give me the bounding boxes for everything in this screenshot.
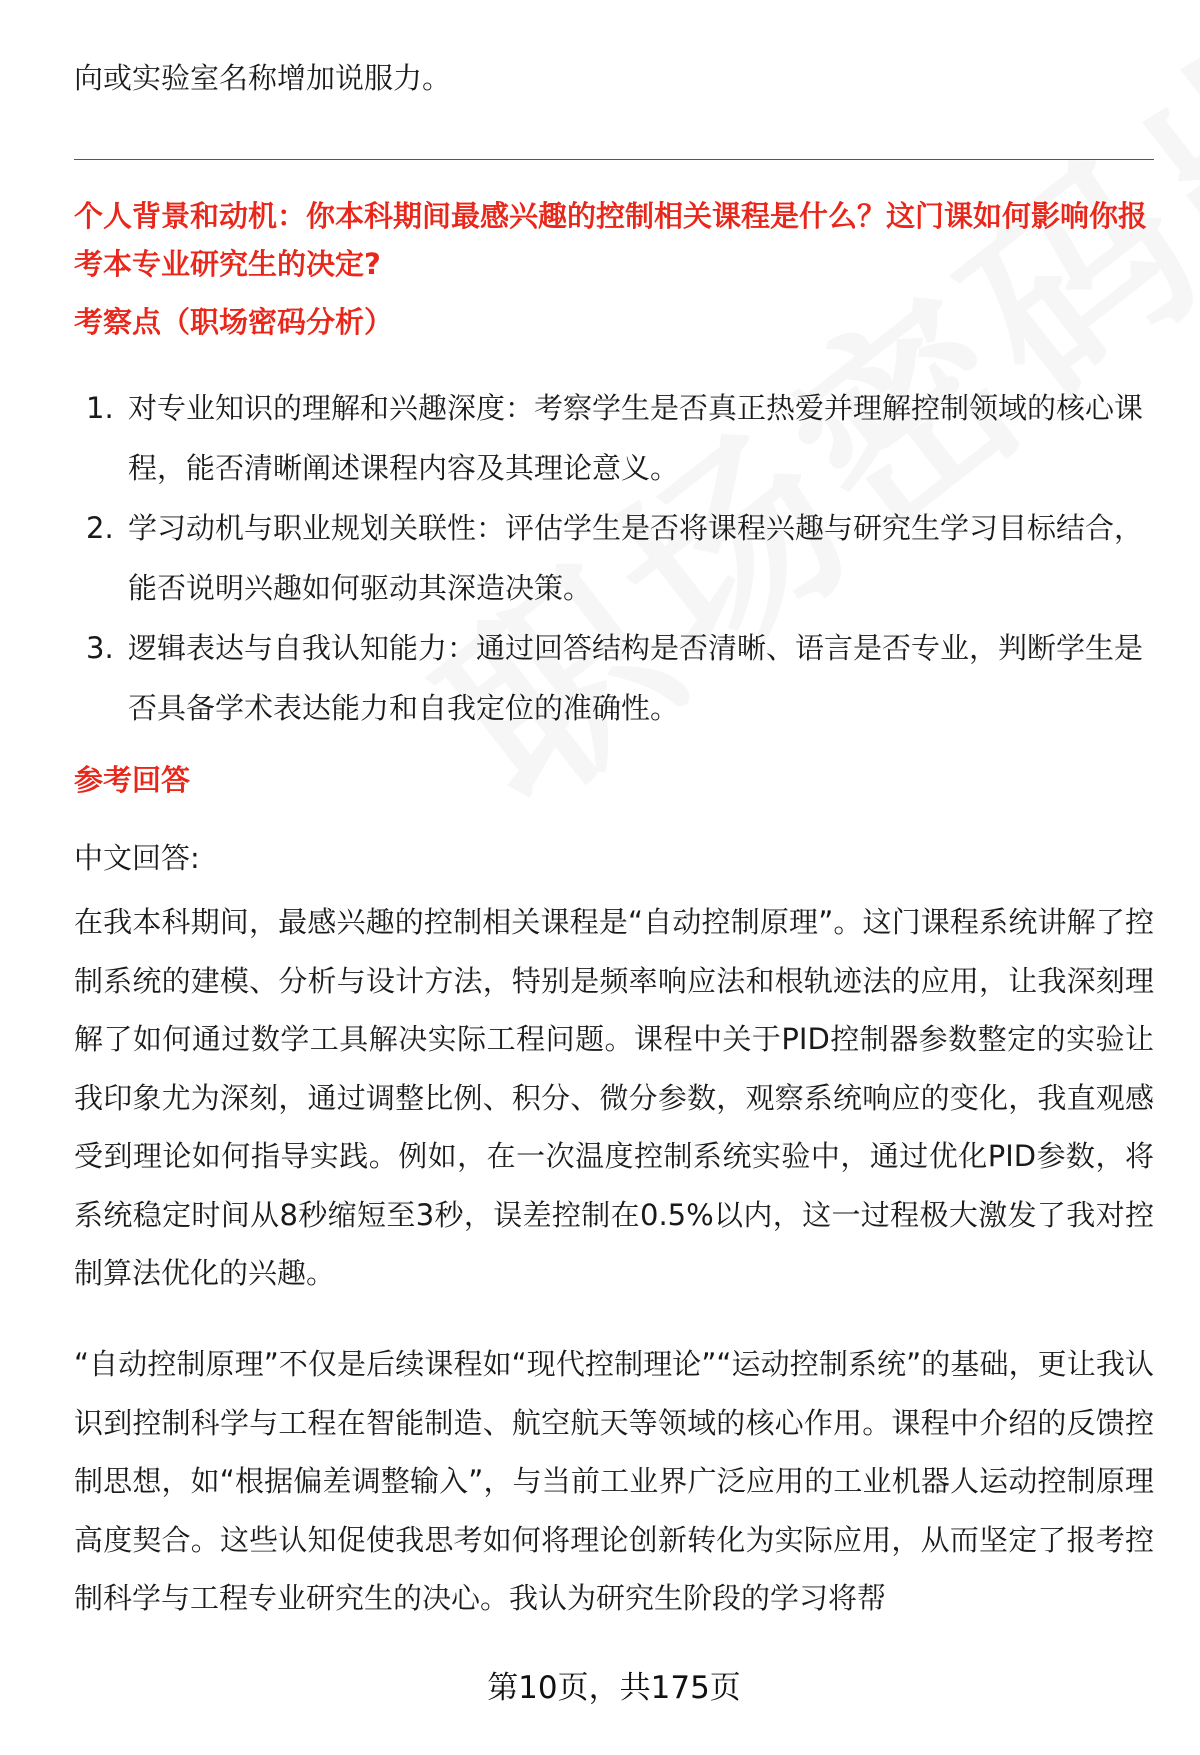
section-divider: [74, 159, 1154, 160]
answer-paragraph-1: 在我本科期间，最感兴趣的控制相关课程是“自动控制原理”。这门课程系统讲解了控制系统的建模、分析与设计方法，特别是频率响应法和根轨迹法的应用，让我深刻理解了如何通过数学工具解决实际工程问题。课程中关于PID控制器参数整定的实验让我印象尤为深刻，通过调整比例、积分、微分参数，观察系统响应的变化，我直观感受到理论如何指导实践。例如，在一次温度控制系统实验中，通过优化PID参数，将系统稳定时间从8秒缩短至3秒，误差控制在0.5%以内，这一过程极大激发了我对控制算法优化的兴趣。: [74, 905, 1154, 1290]
document-page: [74, 0, 1154, 1755]
answer-heading: 参考回答: [74, 763, 191, 797]
question-heading: 个人背景和动机：你本科期间最感兴趣的控制相关课程是什么？这门课如何影响你报考本专业研究生的决定?: [74, 199, 1148, 281]
page-footer: 第10页，共175页: [487, 1670, 741, 1706]
point-number: 1.: [86, 391, 114, 425]
answer-label: 中文回答:: [74, 841, 200, 875]
answer-paragraph-2: “自动控制原理”不仅是后续课程如“现代控制理论”“运动控制系统”的基础，更让我认识到控制科学与工程在智能制造、航空航天等领域的核心作用。课程中介绍的反馈控制思想，如“根据偏差调整输入”，与当前工业界广泛应用的工业机器人运动控制原理高度契合。这些认知促使我思考如何将理论创新转化为实际应用，从而坚定了报考控制科学与工程专业研究生的决心。我认为研究生阶段的学习将帮: [74, 1347, 1154, 1615]
analysis-heading: 考察点（职场密码分析）: [74, 305, 394, 339]
point-text: 学习动机与职业规划关联性：评估学生是否将课程兴趣与研究生学习目标结合，能否说明兴趣如何驱动其深造决策。: [128, 511, 1144, 605]
analysis-point: [74, 618, 1154, 738]
analysis-point: [74, 498, 1154, 618]
intro-text: 向或实验室名称增加说服力。: [74, 61, 452, 95]
point-number: 3.: [86, 631, 114, 665]
analysis-point: [74, 378, 1154, 498]
point-number: 2.: [86, 511, 114, 545]
point-text: 逻辑表达与自我认知能力：通过回答结构是否清晰、语言是否专业，判断学生是否具备学术表达能力和自我定位的准确性。: [128, 631, 1144, 725]
point-text: 对专业知识的理解和兴趣深度：考察学生是否真正热爱并理解控制领域的核心课程，能否清晰阐述课程内容及其理论意义。: [128, 391, 1144, 485]
analysis-points-list: [74, 378, 1154, 738]
